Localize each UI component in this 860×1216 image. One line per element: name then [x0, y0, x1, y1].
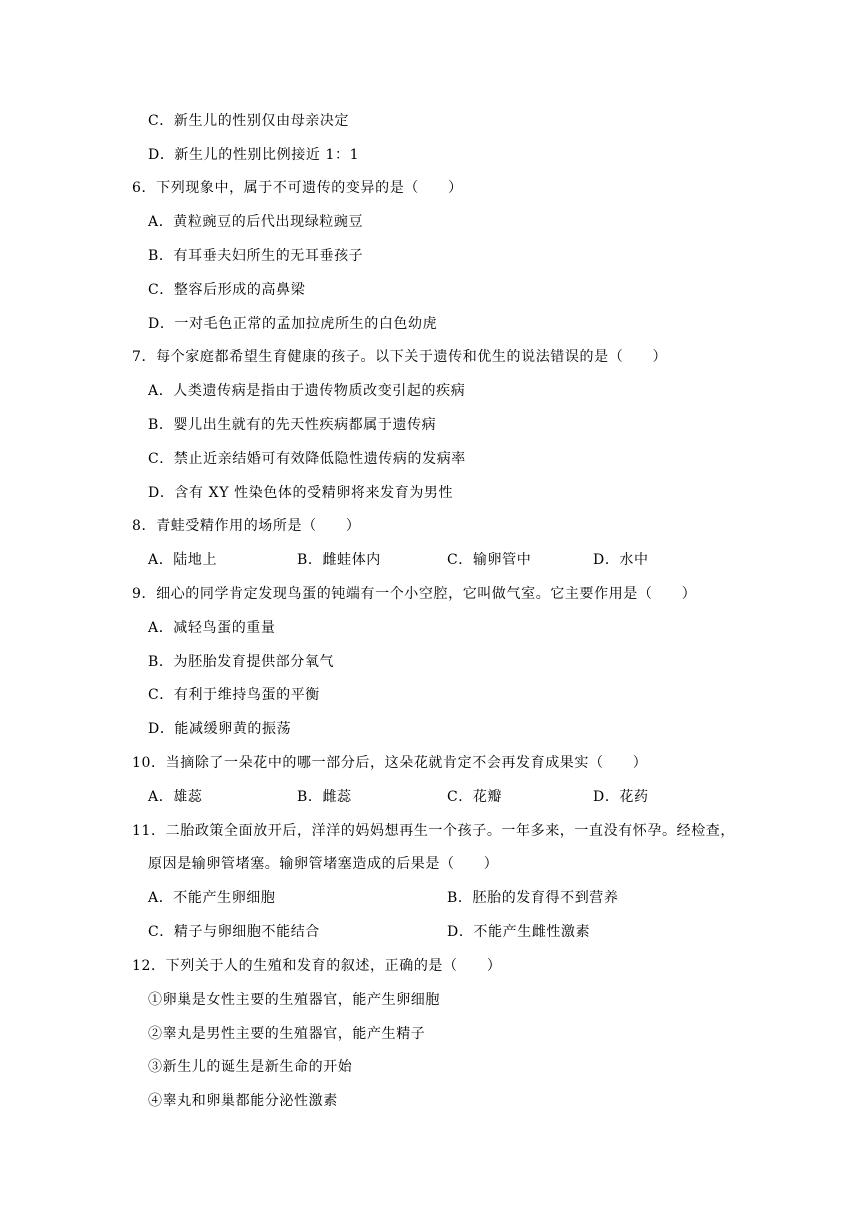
- q10-option-d: D．花药: [593, 789, 649, 805]
- q11-option-c: C．精子与卵细胞不能结合: [148, 924, 320, 940]
- q12-statement-1: ①卵巢是女性主要的生殖器官，能产生卵细胞: [148, 992, 440, 1008]
- q7-option-b: B．婴儿出生就有的先天性疾病都属于遗传病: [148, 417, 437, 433]
- q7-option-a: A．人类遗传病是指由于遗传物质改变引起的疾病: [148, 383, 466, 399]
- q11-options-row2: [0, 922, 860, 942]
- q12-stem: 12．下列关于人的生殖和发育的叙述，正确的是（ ）: [132, 958, 502, 974]
- q12-statement-2: ②睾丸是男性主要的生殖器官，能产生精子: [148, 1026, 426, 1042]
- q12-statement-4: ④睾丸和卵巢都能分泌性激素: [148, 1093, 338, 1109]
- q10-stem: 10．当摘除了一朵花中的哪一部分后，这朵花就肯定不会再发育成果实（ ）: [132, 755, 648, 771]
- q11-option-a: A．不能产生卵细胞: [148, 890, 276, 906]
- q8-options-row: [0, 550, 860, 570]
- q6-option-c: C．整容后形成的高鼻梁: [148, 282, 306, 298]
- q9-option-d: D．能减缓卵黄的振荡: [148, 721, 292, 737]
- q9-option-b: B．为胚胎发育提供部分氧气: [148, 654, 335, 670]
- q7-option-c: C．禁止近亲结婚可有效降低隐性遗传病的发病率: [148, 451, 466, 467]
- q10-option-c: C．花瓣: [447, 789, 503, 805]
- q11-stem-line2: 原因是输卵管堵塞。输卵管堵塞造成的后果是（ ）: [148, 856, 499, 872]
- q8-option-d: D．水中: [593, 552, 649, 568]
- q11-stem-line1: 11．二胎政策全面放开后，洋洋的妈妈想再生一个孩子。一年多来，一直没有怀孕。经检查，: [132, 823, 736, 839]
- q7-option-d: D．含有 XY 性染色体的受精卵将来发育为男性: [148, 485, 454, 501]
- q10-option-b: B．雌蕊: [297, 789, 352, 805]
- q10-options-row: [0, 787, 860, 807]
- q6-option-a: A．黄粒豌豆的后代出现绿粒豌豆: [148, 214, 364, 230]
- q6-stem: 6．下列现象中，属于不可遗传的变异的是（ ）: [132, 180, 463, 196]
- q9-option-a: A．减轻鸟蛋的重量: [148, 620, 276, 636]
- q11-option-d: D．不能产生雌性激素: [447, 924, 591, 940]
- q7-stem: 7．每个家庭都希望生育健康的孩子。以下关于遗传和优生的说法错误的是（ ）: [132, 349, 668, 365]
- q9-stem: 9．细心的同学肯定发现鸟蛋的钝端有一个小空腔，它叫做气室。它主要作用是（ ）: [132, 586, 697, 602]
- q8-stem: 8．青蛙受精作用的场所是（ ）: [132, 518, 361, 534]
- q9-option-c: C．有利于维持鸟蛋的平衡: [148, 687, 320, 703]
- q5-option-d: D．新生儿的性别比例接近 1：1: [148, 147, 360, 163]
- q8-option-a: A．陆地上: [148, 552, 218, 568]
- q8-option-b: B．雌蛙体内: [297, 552, 381, 568]
- q11-option-b: B．胚胎的发育得不到营养: [447, 890, 619, 906]
- q8-option-c: C．输卵管中: [447, 552, 532, 568]
- q6-option-b: B．有耳垂夫妇所生的无耳垂孩子: [148, 248, 364, 264]
- q5-option-c: C．新生儿的性别仅由母亲决定: [148, 113, 350, 129]
- q6-option-d: D．一对毛色正常的孟加拉虎所生的白色幼虎: [148, 316, 438, 332]
- q11-options-row1: [0, 888, 860, 908]
- q10-option-a: A．雄蕊: [148, 789, 203, 805]
- q12-statement-3: ③新生儿的诞生是新生命的开始: [148, 1059, 353, 1075]
